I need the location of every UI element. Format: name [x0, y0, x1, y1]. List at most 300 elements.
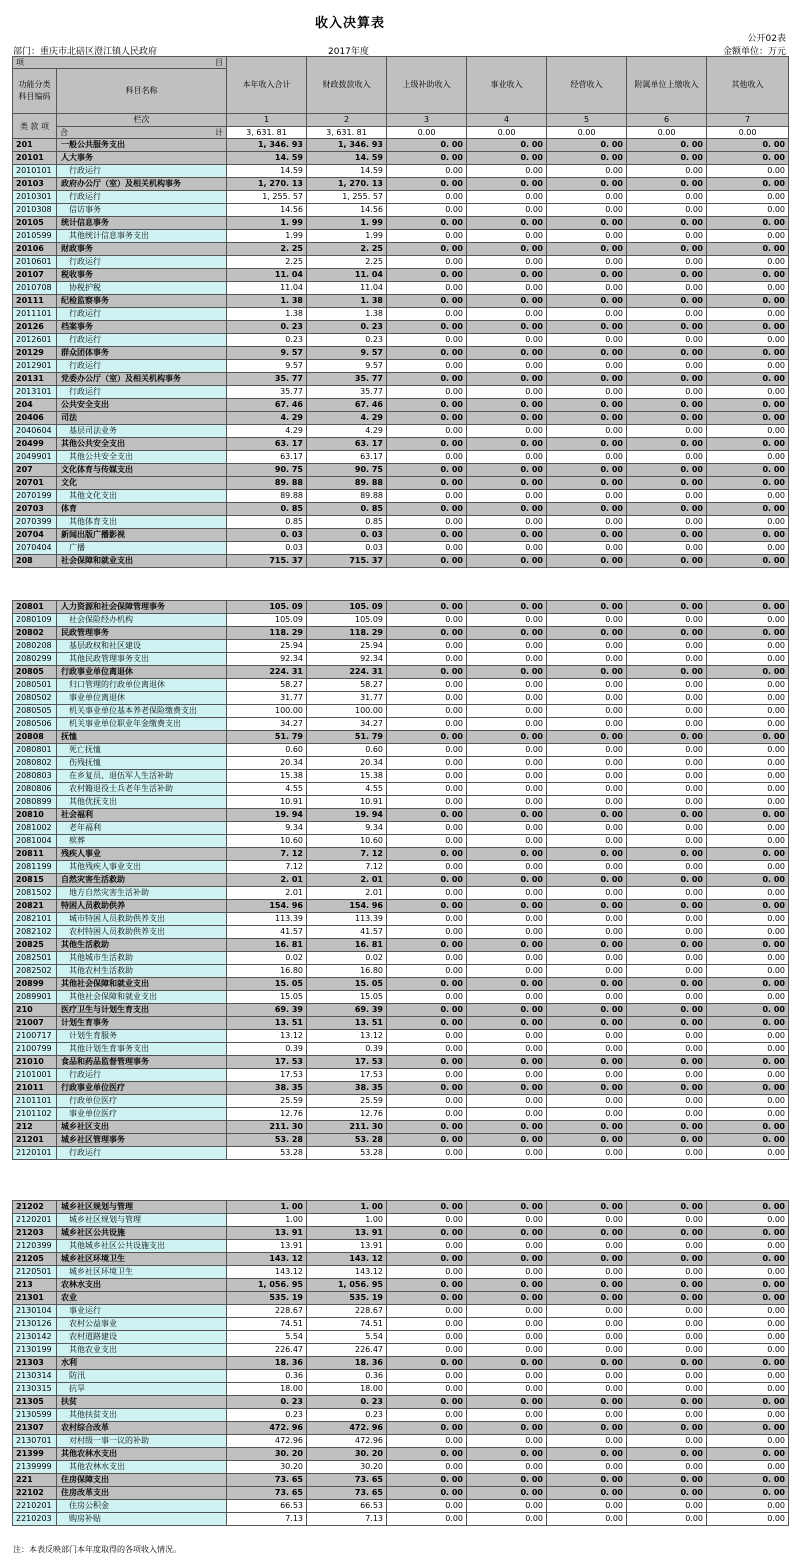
item-header-cell	[13, 57, 227, 69]
row-business-income: 0.00	[467, 191, 547, 204]
row-operating-income: 0. 00	[547, 321, 627, 334]
row-fiscal-appropriation: 143.12	[307, 1266, 387, 1279]
row-name: 行政运行	[57, 360, 227, 373]
row-name: 医疗卫生与计划生育支出	[57, 1004, 227, 1017]
row-fiscal-appropriation: 100.00	[307, 705, 387, 718]
row-fiscal-appropriation: 14. 59	[307, 152, 387, 165]
row-other-income: 0.00	[707, 692, 789, 705]
row-fiscal-appropriation: 1.38	[307, 308, 387, 321]
row-code: 201	[13, 139, 57, 152]
row-business-income: 0. 00	[467, 1017, 547, 1030]
row-total-income: 2. 01	[227, 874, 307, 887]
row-total-income: 113.39	[227, 913, 307, 926]
department-label: 部门：重庆市北碚区澄江镇人民政府	[13, 47, 158, 57]
row-superior-subsidy: 0. 00	[387, 874, 467, 887]
row-fiscal-appropriation: 16.80	[307, 965, 387, 978]
row-operating-income: 0. 00	[547, 978, 627, 991]
row-other-income: 0. 00	[707, 874, 789, 887]
row-code: 21007	[13, 1017, 57, 1030]
row-other-income: 0. 00	[707, 1357, 789, 1370]
row-total-income: 0.85	[227, 516, 307, 529]
row-total-income: 1, 056. 95	[227, 1279, 307, 1292]
row-affiliate-income: 0. 00	[627, 269, 707, 282]
row-code: 2210201	[13, 1500, 57, 1513]
row-business-income: 0.00	[467, 490, 547, 503]
row-superior-subsidy: 0.00	[387, 451, 467, 464]
row-fiscal-appropriation: 51. 79	[307, 731, 387, 744]
row-fiscal-appropriation: 228.67	[307, 1305, 387, 1318]
table-row	[13, 308, 789, 321]
row-other-income: 0.00	[707, 542, 789, 555]
row-total-income: 7.13	[227, 1513, 307, 1526]
col-header-2: 财政拨款收入	[307, 57, 387, 114]
row-name: 行政运行	[57, 1069, 227, 1082]
row-superior-subsidy: 0. 00	[387, 295, 467, 308]
row-affiliate-income: 0.00	[627, 1344, 707, 1357]
row-total-income: 228.67	[227, 1305, 307, 1318]
table-row	[13, 477, 789, 490]
row-other-income: 0. 00	[707, 1474, 789, 1487]
row-operating-income: 0.00	[547, 1513, 627, 1526]
row-code: 2080502	[13, 692, 57, 705]
row-superior-subsidy: 0. 00	[387, 412, 467, 425]
row-code: 21307	[13, 1422, 57, 1435]
row-business-income: 0. 00	[467, 243, 547, 256]
table-row	[13, 412, 789, 425]
row-operating-income: 0. 00	[547, 217, 627, 230]
row-business-income: 0.00	[467, 386, 547, 399]
row-other-income: 0.00	[707, 1240, 789, 1253]
row-operating-income: 0. 00	[547, 1056, 627, 1069]
row-total-income: 35.77	[227, 386, 307, 399]
row-business-income: 0. 00	[467, 347, 547, 360]
row-operating-income: 0. 00	[547, 1253, 627, 1266]
row-fiscal-appropriation: 0. 85	[307, 503, 387, 516]
row-code: 2130599	[13, 1409, 57, 1422]
row-fiscal-appropriation: 105. 09	[307, 601, 387, 614]
row-total-income: 4.55	[227, 783, 307, 796]
row-name: 机关事业单位职业年金缴费支出	[57, 718, 227, 731]
row-superior-subsidy: 0.00	[387, 653, 467, 666]
row-affiliate-income: 0.00	[627, 1331, 707, 1344]
row-name: 城市特困人员救助供养支出	[57, 913, 227, 926]
row-affiliate-income: 0. 00	[627, 1448, 707, 1461]
row-other-income: 0.00	[707, 614, 789, 627]
row-total-income: 10.60	[227, 835, 307, 848]
row-total-income: 14.59	[227, 165, 307, 178]
table-row	[13, 438, 789, 451]
row-fiscal-appropriation: 0.36	[307, 1370, 387, 1383]
row-affiliate-income: 0.00	[627, 1030, 707, 1043]
row-affiliate-income: 0. 00	[627, 321, 707, 334]
row-total-income: 0.23	[227, 1409, 307, 1422]
row-business-income: 0. 00	[467, 1056, 547, 1069]
row-other-income: 0. 00	[707, 848, 789, 861]
row-affiliate-income: 0. 00	[627, 295, 707, 308]
row-name: 扶贫	[57, 1396, 227, 1409]
row-other-income: 0.00	[707, 451, 789, 464]
row-name: 在乡复员、退伍军人生活补助	[57, 770, 227, 783]
table-row	[13, 744, 789, 757]
row-affiliate-income: 0. 00	[627, 848, 707, 861]
row-superior-subsidy: 0.00	[387, 230, 467, 243]
row-fiscal-appropriation: 67. 46	[307, 399, 387, 412]
row-other-income: 0.00	[707, 965, 789, 978]
row-affiliate-income: 0.00	[627, 1435, 707, 1448]
row-other-income: 0. 00	[707, 1121, 789, 1134]
row-name: 城乡社区公共设施	[57, 1227, 227, 1240]
row-business-income: 0. 00	[467, 1279, 547, 1292]
row-total-income: 1, 270. 13	[227, 178, 307, 191]
row-code: 2010301	[13, 191, 57, 204]
row-code: 20821	[13, 900, 57, 913]
row-operating-income: 0. 00	[547, 1357, 627, 1370]
row-operating-income: 0.00	[547, 653, 627, 666]
row-other-income: 0. 00	[707, 217, 789, 230]
row-fiscal-appropriation: 1.99	[307, 230, 387, 243]
row-code: 2082101	[13, 913, 57, 926]
row-business-income: 0. 00	[467, 601, 547, 614]
row-affiliate-income: 0.00	[627, 614, 707, 627]
row-other-income: 0.00	[707, 822, 789, 835]
row-other-income: 0. 00	[707, 399, 789, 412]
table-row	[13, 425, 789, 438]
row-code: 2081502	[13, 887, 57, 900]
row-business-income: 0.00	[467, 1513, 547, 1526]
table-row	[13, 464, 789, 477]
row-operating-income: 0.00	[547, 1266, 627, 1279]
row-total-income: 30. 20	[227, 1448, 307, 1461]
table-row	[13, 653, 789, 666]
row-fiscal-appropriation: 89. 88	[307, 477, 387, 490]
row-name: 事业运行	[57, 1305, 227, 1318]
table-row	[13, 1357, 789, 1370]
row-name: 残疾人事业	[57, 848, 227, 861]
row-total-income: 0.36	[227, 1370, 307, 1383]
row-business-income: 0.00	[467, 952, 547, 965]
row-fiscal-appropriation: 0. 03	[307, 529, 387, 542]
row-business-income: 0.00	[467, 542, 547, 555]
row-fiscal-appropriation: 10.91	[307, 796, 387, 809]
row-operating-income: 0. 00	[547, 139, 627, 152]
table-row	[13, 1056, 789, 1069]
row-total-income: 19. 94	[227, 809, 307, 822]
row-other-income: 0.00	[707, 1331, 789, 1344]
row-business-income: 0.00	[467, 1108, 547, 1121]
row-superior-subsidy: 0. 00	[387, 1082, 467, 1095]
kind-label-item: 项	[41, 121, 50, 131]
row-fiscal-appropriation: 224. 31	[307, 666, 387, 679]
row-business-income: 0.00	[467, 204, 547, 217]
row-total-income: 18. 36	[227, 1357, 307, 1370]
row-other-income: 0. 00	[707, 555, 789, 568]
row-fiscal-appropriation: 18.00	[307, 1383, 387, 1396]
row-fiscal-appropriation: 118. 29	[307, 627, 387, 640]
row-business-income: 0.00	[467, 718, 547, 731]
table-row	[13, 139, 789, 152]
row-operating-income: 0.00	[547, 334, 627, 347]
row-business-income: 0.00	[467, 1500, 547, 1513]
row-fiscal-appropriation: 30.20	[307, 1461, 387, 1474]
row-other-income: 0.00	[707, 1305, 789, 1318]
row-fiscal-appropriation: 9.34	[307, 822, 387, 835]
row-name: 人大事务	[57, 152, 227, 165]
row-other-income: 0. 00	[707, 1253, 789, 1266]
row-code: 20805	[13, 666, 57, 679]
row-other-income: 0.00	[707, 425, 789, 438]
row-business-income: 0. 00	[467, 321, 547, 334]
row-name: 一般公共服务支出	[57, 139, 227, 152]
row-code: 2080505	[13, 705, 57, 718]
row-superior-subsidy: 0.00	[387, 191, 467, 204]
table-row	[13, 1422, 789, 1435]
row-business-income: 0.00	[467, 334, 547, 347]
table-row	[13, 1435, 789, 1448]
table-row	[13, 542, 789, 555]
row-superior-subsidy: 0. 00	[387, 627, 467, 640]
row-other-income: 0. 00	[707, 503, 789, 516]
row-total-income: 89.88	[227, 490, 307, 503]
row-code: 2070399	[13, 516, 57, 529]
row-business-income: 0.00	[467, 282, 547, 295]
row-code: 2080802	[13, 757, 57, 770]
row-code: 2100799	[13, 1043, 57, 1056]
row-total-income: 143. 12	[227, 1253, 307, 1266]
row-fiscal-appropriation: 31.77	[307, 692, 387, 705]
row-total-income: 154. 96	[227, 900, 307, 913]
table-row	[13, 204, 789, 217]
row-operating-income: 0. 00	[547, 269, 627, 282]
row-total-income: 0.03	[227, 542, 307, 555]
table-row	[13, 1448, 789, 1461]
row-name: 其他社会保障和就业支出	[57, 978, 227, 991]
row-superior-subsidy: 0.00	[387, 1095, 467, 1108]
row-fiscal-appropriation: 15.38	[307, 770, 387, 783]
row-affiliate-income: 0.00	[627, 308, 707, 321]
row-affiliate-income: 0.00	[627, 861, 707, 874]
row-total-income: 66.53	[227, 1500, 307, 1513]
total-label-left: 合	[60, 128, 68, 137]
row-fiscal-appropriation: 0. 23	[307, 321, 387, 334]
row-other-income: 0.00	[707, 516, 789, 529]
row-fiscal-appropriation: 25.59	[307, 1095, 387, 1108]
row-total-income: 89. 88	[227, 477, 307, 490]
row-superior-subsidy: 0.00	[387, 783, 467, 796]
row-business-income: 0.00	[467, 165, 547, 178]
row-affiliate-income: 0. 00	[627, 1396, 707, 1409]
row-superior-subsidy: 0. 00	[387, 529, 467, 542]
row-business-income: 0.00	[467, 1344, 547, 1357]
row-business-income: 0.00	[467, 308, 547, 321]
row-code: 20499	[13, 438, 57, 451]
row-fiscal-appropriation: 2. 01	[307, 874, 387, 887]
row-code: 2082501	[13, 952, 57, 965]
total-value-1: 3, 631. 81	[227, 127, 307, 140]
col-header-7: 其他收入	[707, 57, 789, 114]
row-name: 行政运行	[57, 1147, 227, 1160]
row-name: 殡葬	[57, 835, 227, 848]
row-other-income: 0.00	[707, 1513, 789, 1526]
row-name: 城乡社区管理事务	[57, 1134, 227, 1147]
row-code: 213	[13, 1279, 57, 1292]
row-code: 20801	[13, 601, 57, 614]
row-operating-income: 0.00	[547, 835, 627, 848]
row-affiliate-income: 0.00	[627, 1318, 707, 1331]
row-name: 统计信息事务	[57, 217, 227, 230]
row-operating-income: 0. 00	[547, 874, 627, 887]
row-code: 21202	[13, 1201, 57, 1214]
row-superior-subsidy: 0. 00	[387, 1017, 467, 1030]
row-operating-income: 0.00	[547, 991, 627, 1004]
row-business-income: 0. 00	[467, 627, 547, 640]
row-superior-subsidy: 0.00	[387, 490, 467, 503]
table-row	[13, 1409, 789, 1422]
row-superior-subsidy: 0.00	[387, 614, 467, 627]
row-other-income: 0.00	[707, 308, 789, 321]
row-operating-income: 0.00	[547, 1214, 627, 1227]
row-fiscal-appropriation: 0.85	[307, 516, 387, 529]
row-other-income: 0. 00	[707, 295, 789, 308]
table-row	[13, 874, 789, 887]
row-code: 2130701	[13, 1435, 57, 1448]
row-superior-subsidy: 0. 00	[387, 178, 467, 191]
row-business-income: 0.00	[467, 1266, 547, 1279]
row-total-income: 74.51	[227, 1318, 307, 1331]
row-code: 20111	[13, 295, 57, 308]
row-total-income: 12.76	[227, 1108, 307, 1121]
row-operating-income: 0. 00	[547, 1201, 627, 1214]
row-code: 20107	[13, 269, 57, 282]
row-total-income: 58.27	[227, 679, 307, 692]
row-operating-income: 0.00	[547, 744, 627, 757]
row-code: 20810	[13, 809, 57, 822]
row-total-income: 53.28	[227, 1147, 307, 1160]
row-affiliate-income: 0. 00	[627, 1201, 707, 1214]
row-other-income: 0.00	[707, 1108, 789, 1121]
row-total-income: 13.12	[227, 1030, 307, 1043]
row-total-income: 16.80	[227, 965, 307, 978]
row-other-income: 0.00	[707, 282, 789, 295]
row-other-income: 0.00	[707, 490, 789, 503]
row-affiliate-income: 0.00	[627, 360, 707, 373]
row-business-income: 0.00	[467, 770, 547, 783]
row-affiliate-income: 0. 00	[627, 601, 707, 614]
row-business-income: 0.00	[467, 640, 547, 653]
row-superior-subsidy: 0. 00	[387, 939, 467, 952]
row-superior-subsidy: 0.00	[387, 1318, 467, 1331]
row-name: 行政运行	[57, 191, 227, 204]
row-name: 财政事务	[57, 243, 227, 256]
row-code: 20704	[13, 529, 57, 542]
table-row	[13, 1331, 789, 1344]
row-code: 2010599	[13, 230, 57, 243]
row-operating-income: 0.00	[547, 1147, 627, 1160]
row-total-income: 0. 85	[227, 503, 307, 516]
row-affiliate-income: 0.00	[627, 1513, 707, 1526]
name-label: 科目名称	[57, 69, 227, 114]
table-row	[13, 1240, 789, 1253]
row-superior-subsidy: 0. 00	[387, 555, 467, 568]
row-other-income: 0.00	[707, 640, 789, 653]
table-row	[13, 939, 789, 952]
row-superior-subsidy: 0.00	[387, 308, 467, 321]
row-affiliate-income: 0. 00	[627, 152, 707, 165]
row-code: 212	[13, 1121, 57, 1134]
row-fiscal-appropriation: 15. 05	[307, 978, 387, 991]
row-affiliate-income: 0. 00	[627, 347, 707, 360]
table-row	[13, 321, 789, 334]
row-affiliate-income: 0.00	[627, 542, 707, 555]
row-affiliate-income: 0.00	[627, 1370, 707, 1383]
row-affiliate-income: 0. 00	[627, 627, 707, 640]
row-name: 农业	[57, 1292, 227, 1305]
row-superior-subsidy: 0. 00	[387, 269, 467, 282]
row-business-income: 0.00	[467, 1409, 547, 1422]
row-operating-income: 0.00	[547, 1409, 627, 1422]
row-superior-subsidy: 0. 00	[387, 900, 467, 913]
row-superior-subsidy: 0. 00	[387, 503, 467, 516]
row-superior-subsidy: 0.00	[387, 744, 467, 757]
row-affiliate-income: 0. 00	[627, 1279, 707, 1292]
row-code: 20802	[13, 627, 57, 640]
row-fiscal-appropriation: 11. 04	[307, 269, 387, 282]
table-row	[13, 705, 789, 718]
row-total-income: 10.91	[227, 796, 307, 809]
row-name: 社会福利	[57, 809, 227, 822]
row-affiliate-income: 0. 00	[627, 555, 707, 568]
row-code: 20815	[13, 874, 57, 887]
row-total-income: 18.00	[227, 1383, 307, 1396]
row-operating-income: 0. 00	[547, 1227, 627, 1240]
row-affiliate-income: 0.00	[627, 1500, 707, 1513]
row-superior-subsidy: 0.00	[387, 1435, 467, 1448]
row-total-income: 13. 51	[227, 1017, 307, 1030]
row-superior-subsidy: 0.00	[387, 679, 467, 692]
row-other-income: 0. 00	[707, 321, 789, 334]
table-row	[13, 900, 789, 913]
row-other-income: 0.00	[707, 165, 789, 178]
row-other-income: 0.00	[707, 835, 789, 848]
row-affiliate-income: 0.00	[627, 1095, 707, 1108]
row-business-income: 0.00	[467, 991, 547, 1004]
row-affiliate-income: 0. 00	[627, 217, 707, 230]
row-affiliate-income: 0.00	[627, 204, 707, 217]
row-name: 食品和药品监督管理事务	[57, 1056, 227, 1069]
row-affiliate-income: 0. 00	[627, 1357, 707, 1370]
row-superior-subsidy: 0. 00	[387, 1134, 467, 1147]
row-superior-subsidy: 0. 00	[387, 809, 467, 822]
row-business-income: 0.00	[467, 1461, 547, 1474]
row-total-income: 63. 17	[227, 438, 307, 451]
row-superior-subsidy: 0.00	[387, 516, 467, 529]
row-operating-income: 0.00	[547, 640, 627, 653]
row-operating-income: 0. 00	[547, 503, 627, 516]
row-code: 2130199	[13, 1344, 57, 1357]
row-business-income: 0. 00	[467, 900, 547, 913]
row-business-income: 0. 00	[467, 1474, 547, 1487]
row-operating-income: 0.00	[547, 679, 627, 692]
row-total-income: 2. 25	[227, 243, 307, 256]
row-business-income: 0. 00	[467, 666, 547, 679]
row-superior-subsidy: 0. 00	[387, 477, 467, 490]
row-fiscal-appropriation: 715. 37	[307, 555, 387, 568]
row-name: 档案事务	[57, 321, 227, 334]
row-other-income: 0. 00	[707, 900, 789, 913]
row-other-income: 0.00	[707, 679, 789, 692]
row-affiliate-income: 0.00	[627, 757, 707, 770]
row-affiliate-income: 0. 00	[627, 1134, 707, 1147]
col-header-3: 上级补助收入	[387, 57, 467, 114]
